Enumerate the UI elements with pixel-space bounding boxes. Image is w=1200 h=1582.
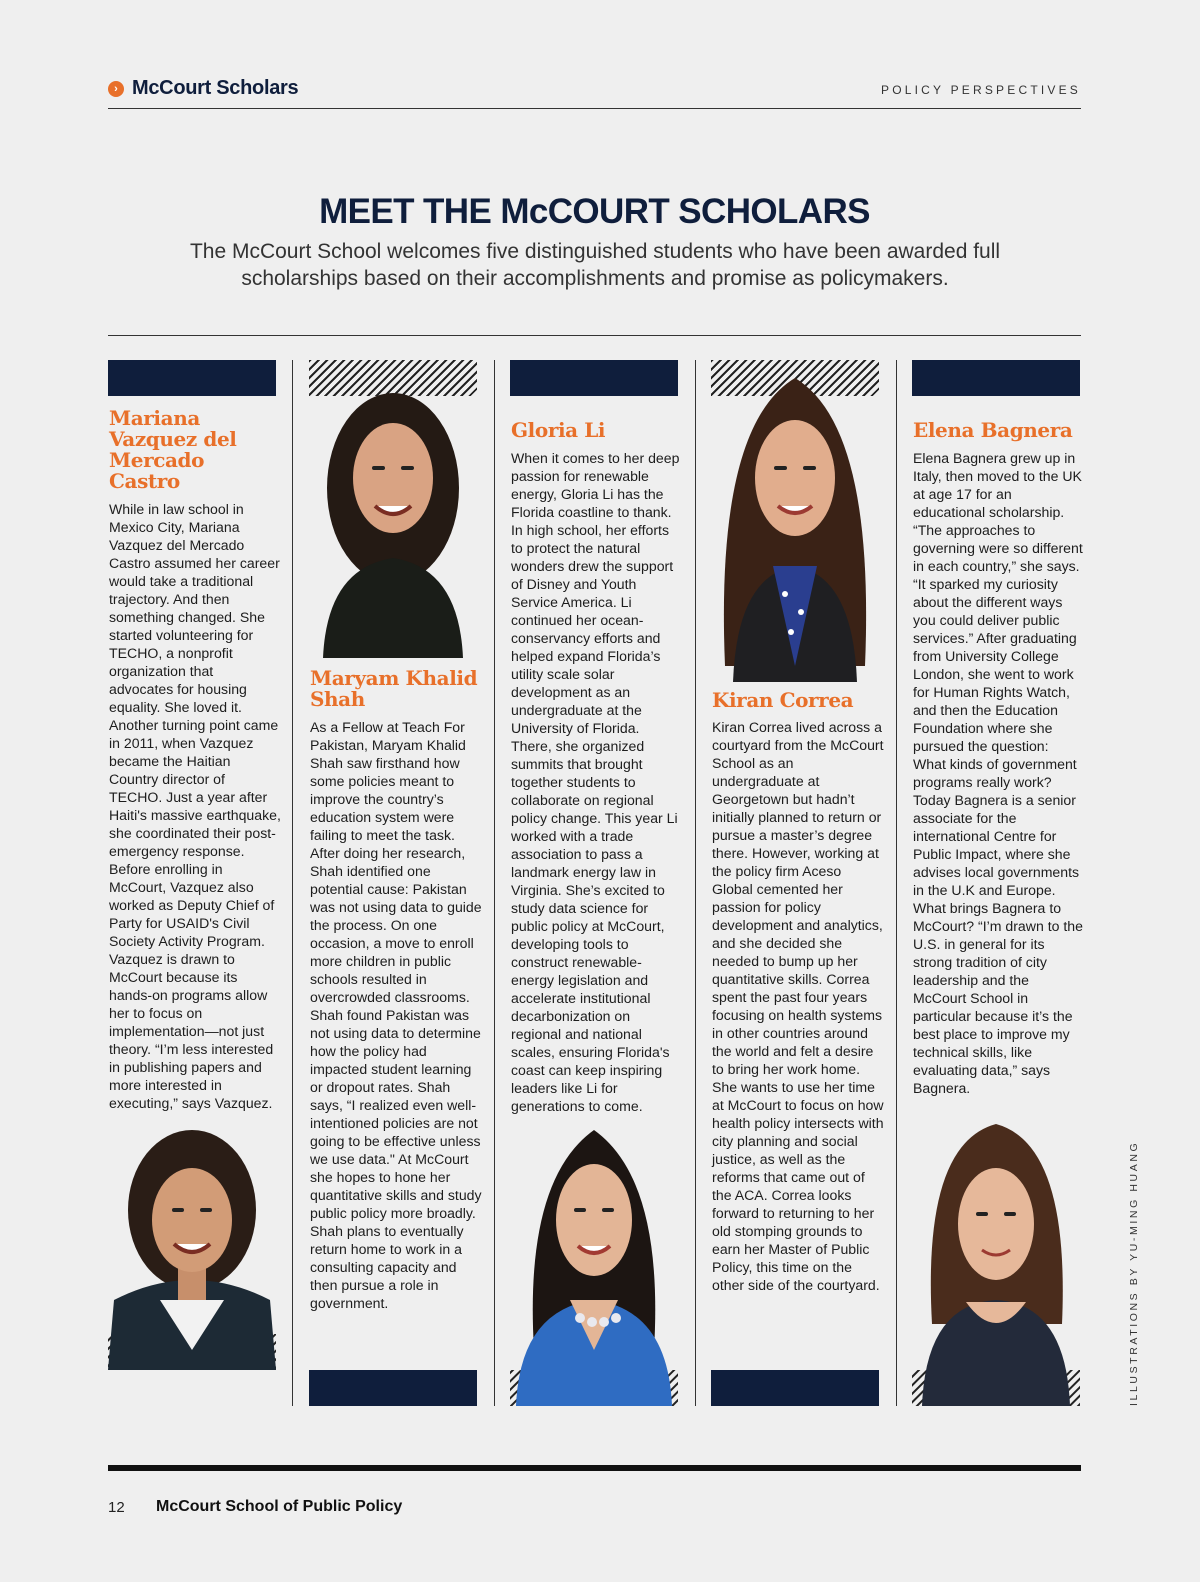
chevron-right-icon: › — [108, 81, 124, 97]
header-bar — [912, 360, 1080, 396]
page-header — [108, 74, 1081, 109]
scholar-bio: Kiran Correa lived across a courtyard from the McCourt School as an undergraduate at Georgetown but hadn’t initially planned to return or pursue a master’s degree there. However, working at the policy firm Aceso Global cemented her passion for policy development and analytics, and she decided she needed to bump up her quantitative skills. Correa spent the past four years focusing on health systems in other countries around the world and felt a desire to bring her work home. She wants to use her time at McCourt to focus on how health policy intersects with city planning and social justice, as well as the reforms that came out of the ACA. Correa looks forward to returning to her old stomping grounds to earn her Master of Public Policy, this time on the other side of the courtyard. — [712, 719, 884, 1293]
page-number: 12 — [108, 1499, 125, 1516]
illustration-credit: ILLUSTRATIONS BY YU-MING HUANG — [1128, 1140, 1140, 1406]
portrait-illustration — [309, 368, 477, 658]
portrait-illustration — [711, 366, 879, 682]
scholar-name: Gloria Li — [511, 418, 606, 442]
column-divider — [494, 360, 495, 1406]
page-title: MEET THE McCOURT SCHOLARS — [319, 192, 870, 231]
scholar-card — [912, 360, 1083, 1406]
scholar-bio: While in law school in Mexico City, Mariana Vazquez del Mercado Castro assumed her career would take a traditional trajectory. And then something changed. She started volunteering for TECHO, a nonprofit organization that advocates for housing equality. She loved it. Another turning point came in 2011, when Vazquez became the Haitian Country director of TECHO. Just a year after Haiti's massive earthquake, she coordinated their post-emergency response. Before enrolling in McCourt, Vazquez also worked as Deputy Chief of Party for USAID's Civil Society Activity Program. Vazquez is drawn to McCourt because its hands-on programs allow her to focus on implementation—not just theory. “I’m less interested in publishing papers and more interested in executing,” says Vazquez. — [109, 501, 281, 1111]
publication-name: McCourt School of Public Policy — [156, 1498, 403, 1515]
scholar-card — [108, 360, 279, 1406]
scholar-card — [309, 360, 480, 1406]
header-bar — [510, 360, 678, 396]
scholar-portrait — [711, 366, 879, 682]
footer-rule — [108, 1465, 1081, 1471]
scholar-portrait — [108, 1110, 276, 1370]
section-label: POLICY PERSPECTIVES — [881, 83, 1081, 97]
scholar-name: Mariana Vazquez del Mercado Castro — [109, 406, 237, 493]
scholar-portrait — [912, 1104, 1080, 1406]
scholar-name: Kiran Correa — [712, 688, 854, 712]
column-divider — [896, 360, 897, 1406]
footer-bar — [711, 1370, 879, 1406]
portrait-illustration — [510, 1100, 678, 1406]
scholar-bio: When it comes to her deep passion for renewable energy, Gloria Li has the Florida coastline to thank. In high school, her efforts to protect the natural wonders drew the support of Disney and Youth Service America. Li continued her ocean-conservancy efforts and helped expand Florida’s utility scale solar development as an undergraduate at the University of Florida. There, she organized summits that brought together students to collaborate on regional policy change. This year Li worked with a trade association to pass a landmark energy law in Virginia. She’s excited to study data science for public policy at McCourt, developing tools to construct renewable-energy legislation and accelerate institutional decarbonization on regional and national scales, ensuring Florida's coast can keep inspiring leaders like Li for generations to come. — [511, 450, 680, 1114]
divider — [108, 335, 1081, 336]
footer-bar — [309, 1370, 477, 1406]
scholar-bio: As a Fellow at Teach For Pakistan, Maryam Khalid Shah saw firsthand how some policies meant to improve the country’s education system were failing to meet the task. After doing her research, Shah identified one potential cause: Pakistan was not using data to guide the process. On one occasion, a move to enroll more children in public schools resulted in overcrowded classrooms. Shah found Pakistan was not using data to determine how the policy had impacted student learning or dropout rates. Shah says, “I realized even well-intentioned policies are not going to be effective unless we use data." At McCourt she hopes to hone her quantitative skills and study public policy more broadly. Shah plans to eventually return home to work in a consulting capacity and then pursue a role in government. — [310, 719, 482, 1311]
scholar-portrait — [309, 368, 477, 658]
scholar-name: Maryam Khalid Shah — [310, 666, 478, 711]
page-subtitle: The McCourt School welcomes five distinguished students who have been awarded full scholarships based on their accomplishments and promise as policymakers. — [189, 240, 1001, 290]
scholar-card — [711, 360, 882, 1406]
brand — [108, 77, 298, 100]
section-brand: McCourt Scholars — [132, 77, 299, 99]
column-divider — [695, 360, 696, 1406]
portrait-illustration — [912, 1104, 1080, 1406]
portrait-illustration — [108, 1110, 276, 1370]
header-bar — [108, 360, 276, 396]
column-divider — [292, 360, 293, 1406]
scholar-name: Elena Bagnera — [913, 418, 1073, 442]
scholar-card — [510, 360, 681, 1406]
scholar-bio: Elena Bagnera grew up in Italy, then moved to the UK at age 17 for an educational scholarship. “The approaches to governing were so different in each country,” she says. “It sparked my curiosity about the different ways you could deliver public services.” After graduating from University College London, she went to work for Human Rights Watch, and then the Education Foundation where she pursued the question: What kinds of government programs really work? Today Bagnera is a senior associate for the international Centre for Public Impact, where she advises local governments in the U.K and Europe. What brings Bagnera to McCourt? “I’m drawn to the U.S. in general for its strong tradition of city leadership and the McCourt School in particular because it’s the best place to improve my technical skills, like evaluating data,” says Bagnera. — [913, 450, 1083, 1096]
scholar-portrait — [510, 1100, 678, 1406]
